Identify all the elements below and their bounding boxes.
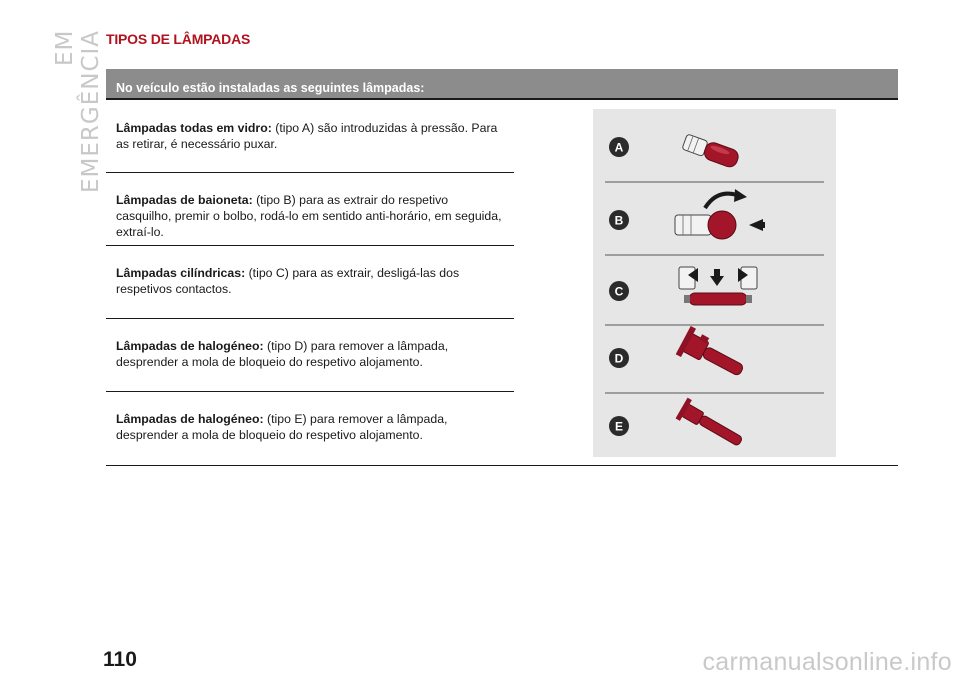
bulb-d-halogen-icon: [676, 326, 749, 385]
row-term: Lâmpadas todas em vidro:: [116, 121, 272, 135]
bulb-c-cylindrical-icon: [679, 267, 757, 305]
table-header: No veículo estão instaladas as seguintes lâmpadas:: [106, 69, 898, 100]
table-rows: [106, 100, 514, 465]
lamp-types-illustration: [593, 109, 836, 457]
table-row: [106, 173, 514, 246]
row-term: Lâmpadas cilíndricas:: [116, 266, 246, 280]
bulb-b-bayonet-icon: [675, 189, 765, 239]
badge-label: E: [614, 419, 624, 434]
badge-label: C: [614, 284, 624, 299]
page-number: 110: [103, 648, 137, 671]
row-text: (tipo E) para remover a lâmpada, desprender a mola de bloqueio do respetivo alojamento.: [116, 412, 448, 442]
bulb-e-halogen-icon: [676, 398, 747, 453]
row-term: Lâmpadas de halogéneo:: [116, 339, 264, 353]
watermark: carmanualsonline.info: [702, 648, 952, 676]
table-row: [106, 100, 514, 173]
row-text: (tipo D) para remover a lâmpada, desprender a mola de bloqueio do respetivo alojamento.: [116, 339, 449, 369]
table-row: [106, 392, 514, 465]
badge-c: [609, 281, 629, 301]
table-bottom-rule: [106, 465, 898, 466]
badge-label: D: [614, 351, 624, 366]
table-row: [106, 246, 514, 319]
badge-e: [609, 416, 629, 436]
badge-label: A: [614, 140, 624, 155]
row-text: (tipo A) são introduzidas à pressão. Para as retirar, é necessário puxar.: [116, 121, 498, 151]
table-row: [106, 319, 514, 392]
row-text: (tipo C) para as extrair, desligá-las dos respetivos contactos.: [116, 266, 460, 296]
row-term: Lâmpadas de baioneta:: [116, 193, 253, 207]
row-text: (tipo B) para as extrair do respetivo casquilho, premir o bolbo, rodá-lo em sentido anti-horário, em seguida, extraí-lo.: [116, 193, 502, 239]
badge-label: B: [614, 213, 624, 228]
row-term: Lâmpadas de halogéneo:: [116, 412, 264, 426]
chapter-side-title: EM EMERGÊNCIA: [52, 30, 104, 194]
badge-a: [609, 137, 629, 157]
badge-d: [609, 348, 629, 368]
lamp-types-figure: [593, 109, 836, 457]
badge-b: [609, 210, 629, 230]
bulb-a-glass-icon: [682, 133, 741, 169]
section-title: TIPOS DE LÂMPADAS: [106, 31, 251, 47]
